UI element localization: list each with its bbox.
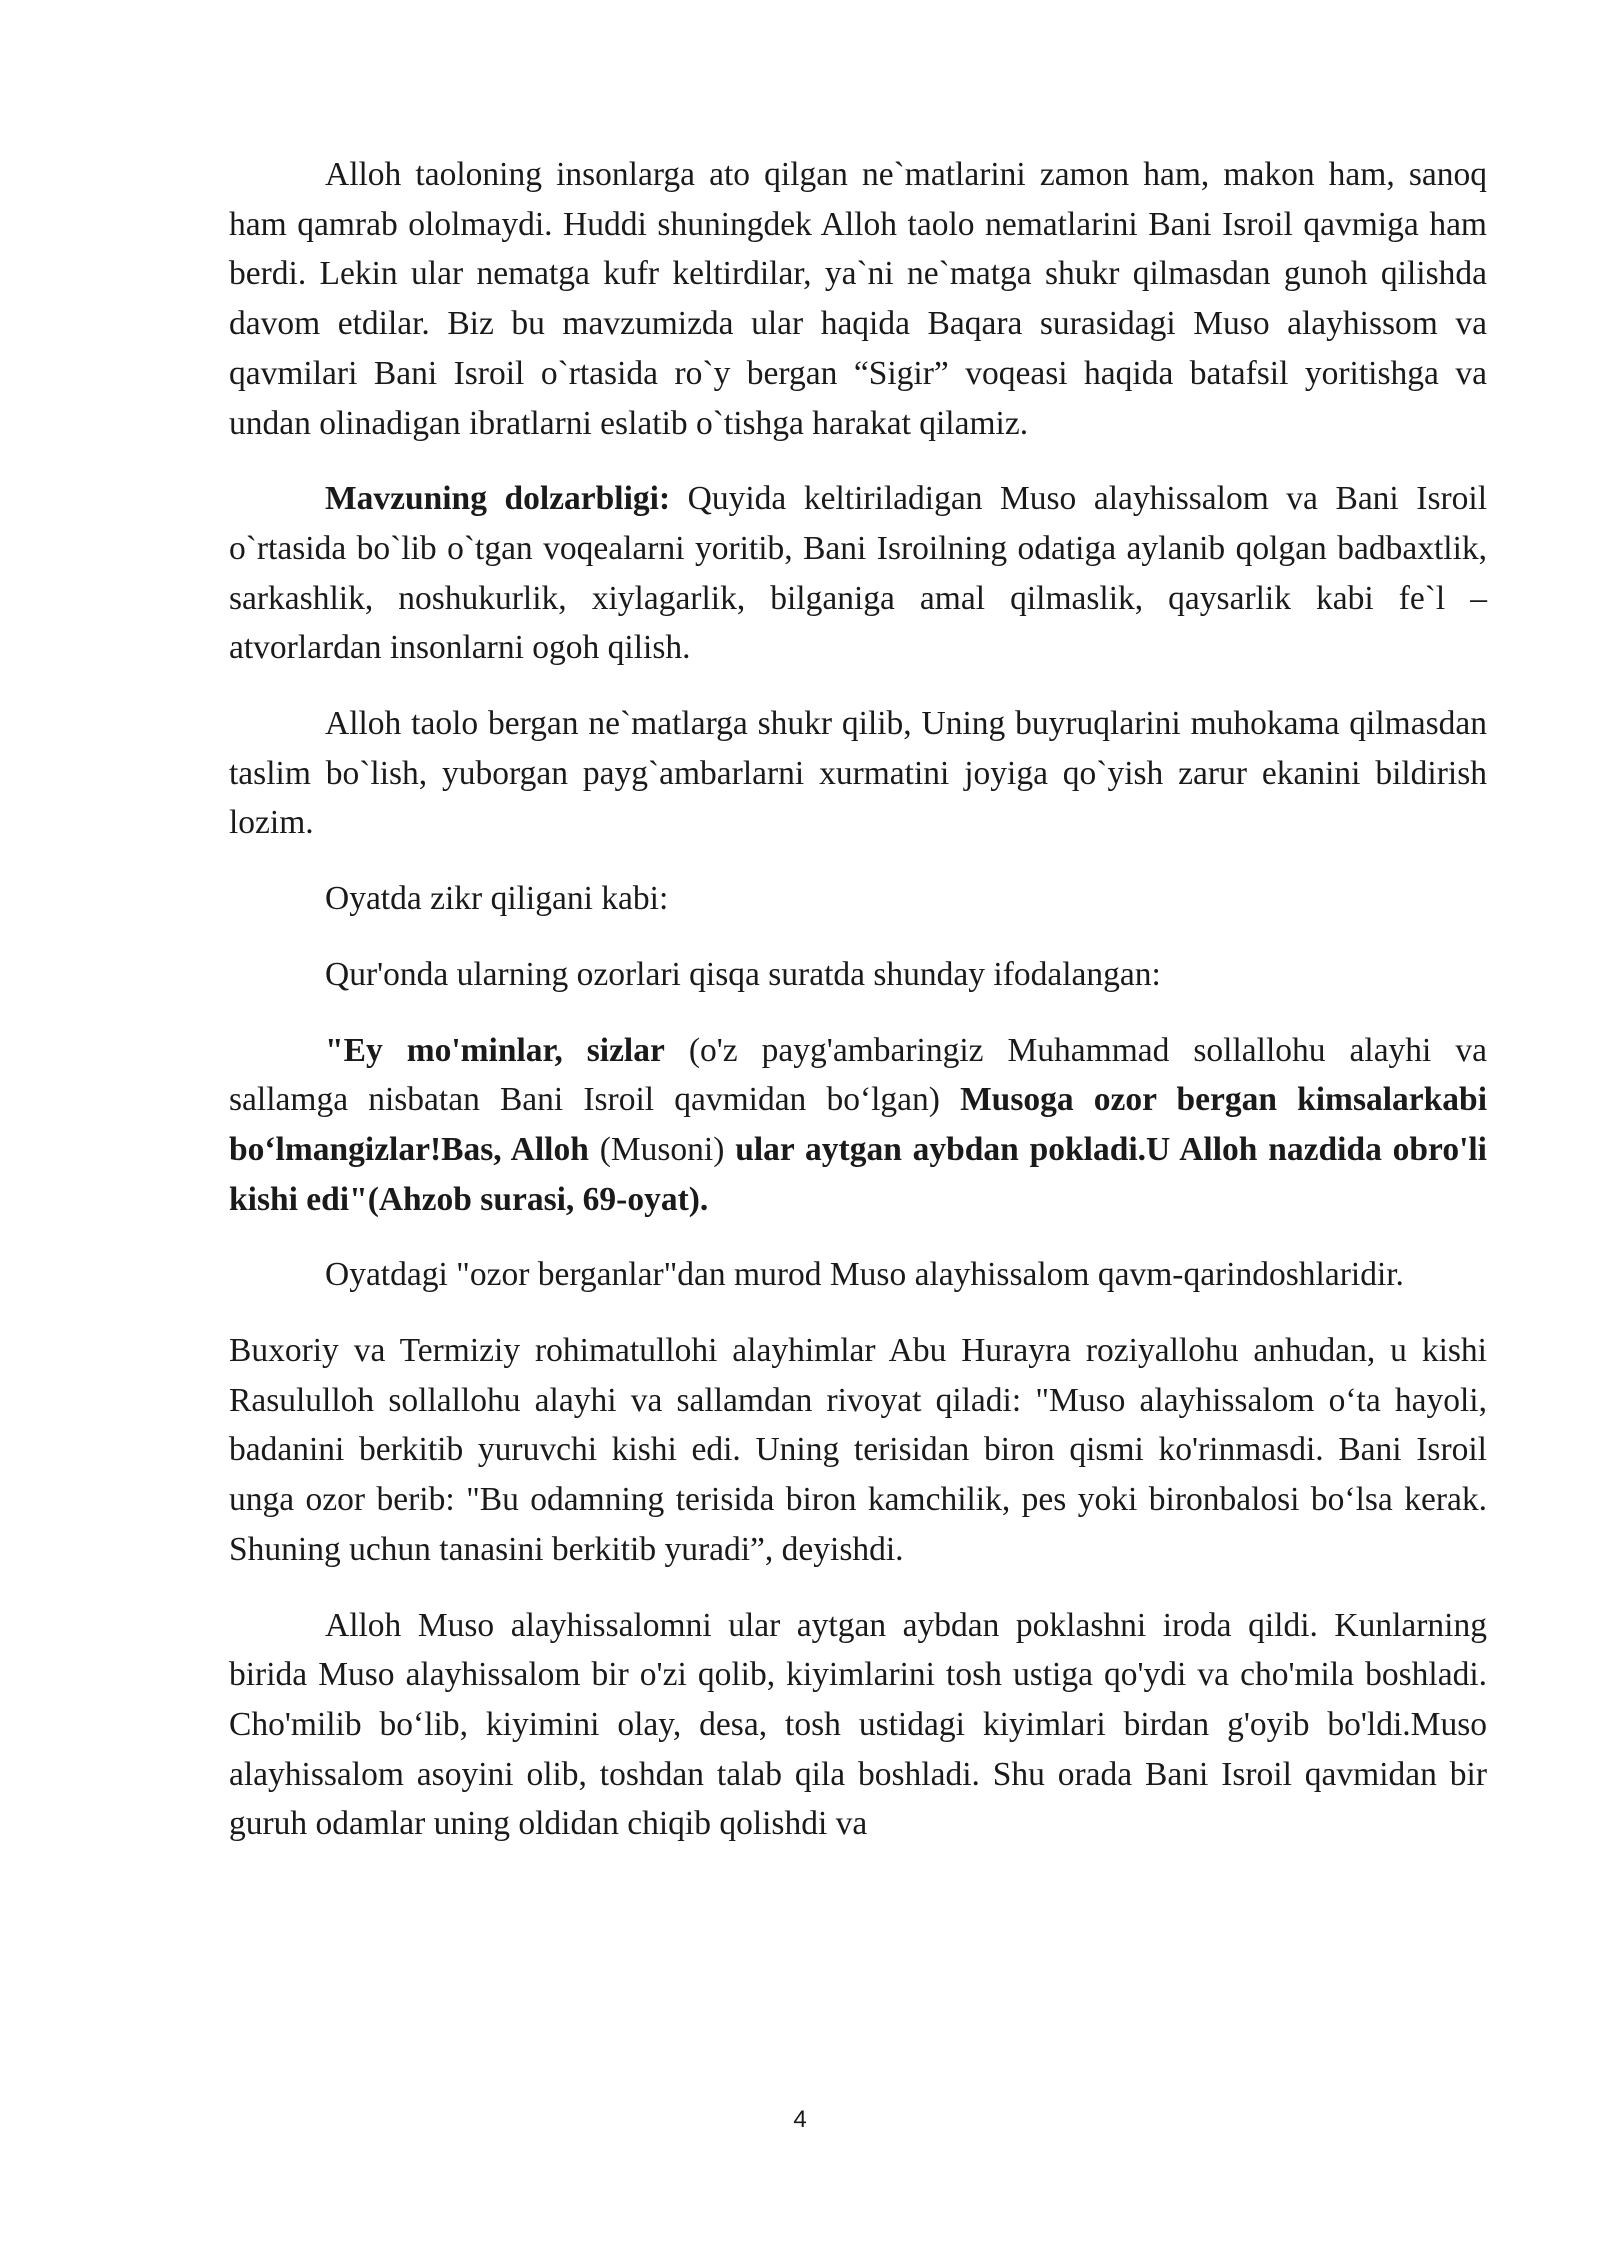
page-number: 4 — [793, 2106, 807, 2133]
verse-normal-text: (Musoni) — [588, 1130, 736, 1168]
verse-bold-text: ular aytgan aybdan pokladi.U Alloh nazdida obro'li kishi edi"(Ahzob surasi, 69-oyat). — [229, 1130, 1487, 1218]
paragraph-text: Alloh taoloning insonlarga ato qilgan ne`matlarini zamon ham, makon ham, sanoq ham qamrab ololmaydi. Huddi shuningdek Alloh taolo nematlarini Bani Isroil qavmiga ham berdi. Lekin ular nematga kufr keltirdilar, ya`ni ne`matga shukr qilmasdan gunoh qilishda davom etdilar. Biz bu mavzumizda ular haqida Baqara surasidagi Muso alayhissom va qavmilari Bani Isroil o`rtasida ro`y bergan “Sigir” voqeasi haqida batafsil yoritishga va undan olinadigan ibratlarni eslatib o`tishga harakat qilamiz. — [229, 156, 1487, 442]
paragraph-text: Quyida keltiriladigan Muso alayhissalom va Bani Isroil o`rtasida bo`lib o`tgan voqealarni yoritib, Bani Isroilning odatiga aylanib qolgan badbaxtlik, sarkashlik, noshukurlik, xiylagarlik, bilganiga amal qilmaslik, qaysarlik kabi fe`l – atvorlardan insonlarni ogoh qilish. — [229, 480, 1488, 667]
paragraph-text: Oyatda zikr qiligani kabi: — [325, 880, 669, 918]
paragraph-relevance — [229, 474, 1487, 673]
paragraph-story — [229, 1601, 1487, 1850]
paragraph-text: Alloh taolo bergan ne`matlarga shukr qilib, Uning buyruqlarini muhokama qilmasdan taslim bo`lish, yuborgan payg`ambarlarni xurmatini joyiga qo`yish zarur ekanini bildirish lozim. — [229, 705, 1487, 842]
paragraph-quran-intro — [229, 950, 1487, 1000]
relevance-heading: Mavzuning dolzarbligi: — [325, 480, 671, 518]
verse-normal-text: (o'z payg'ambaringiz Muhammad sollallohu alayhi va sallamga nisbatan Bani Isroil qavmidan bo‘lgan) — [229, 1031, 1487, 1119]
paragraph-verse-explanation — [229, 1250, 1487, 1300]
document-body — [229, 150, 1487, 1875]
verse-bold-text: Musoga ozor bergan kimsalarkabi bo‘lmangizlar!Bas, Alloh — [229, 1081, 1487, 1168]
paragraph-hadith — [229, 1326, 1487, 1575]
paragraph-verse-quote — [229, 1026, 1487, 1225]
paragraph-verse-intro — [229, 874, 1487, 924]
paragraph-intro — [229, 150, 1487, 448]
paragraph-gratitude — [229, 699, 1487, 848]
paragraph-text: Alloh Muso alayhissalomni ular aytgan aybdan poklashni iroda qildi. Kunlarning birida Muso alayhissalom bir o'zi qolib, kiyimlarini tosh ustiga qo'ydi va cho'mila boshladi. Cho'milib bo‘lib, kiyimini olay, desa, tosh ustidagi kiyimlari birdan g'oyib bo'ldi.Muso alayhissalom asoyini olib, toshdan talab qila boshladi. Shu orada Bani Isroil qavmidan bir guruh odamlar uning oldidan chiqib qolishdi va — [229, 1606, 1487, 1843]
paragraph-text: Buxoriy va Termiziy rohimatullohi alayhimlar Abu Hurayra roziyallohu anhudan, u kishi Rasululloh sollallohu alayhi va sallamdan rivoyat qiladi: "Muso alayhissalom o‘ta hayoli, badanini berkitib yuruvchi kishi edi. Uning terisidan biron qismi ko'rinmasdi. Bani Isroil unga ozor berib: "Bu odamning terisida biron kamchilik, pes yoki bironbalosi bo‘lsa kerak. Shuning uchun tanasini berkitib yuradi”, deyishdi. — [229, 1332, 1487, 1568]
paragraph-text: Qur'onda ularning ozorlari qisqa suratda shunday ifodalangan: — [325, 955, 1161, 993]
verse-bold-text: "Ey mo'minlar, sizlar — [325, 1031, 665, 1069]
paragraph-text: Oyatdagi "ozor berganlar"dan murod Muso alayhissalom qavm-qarindoshlaridir. — [325, 1256, 1404, 1294]
